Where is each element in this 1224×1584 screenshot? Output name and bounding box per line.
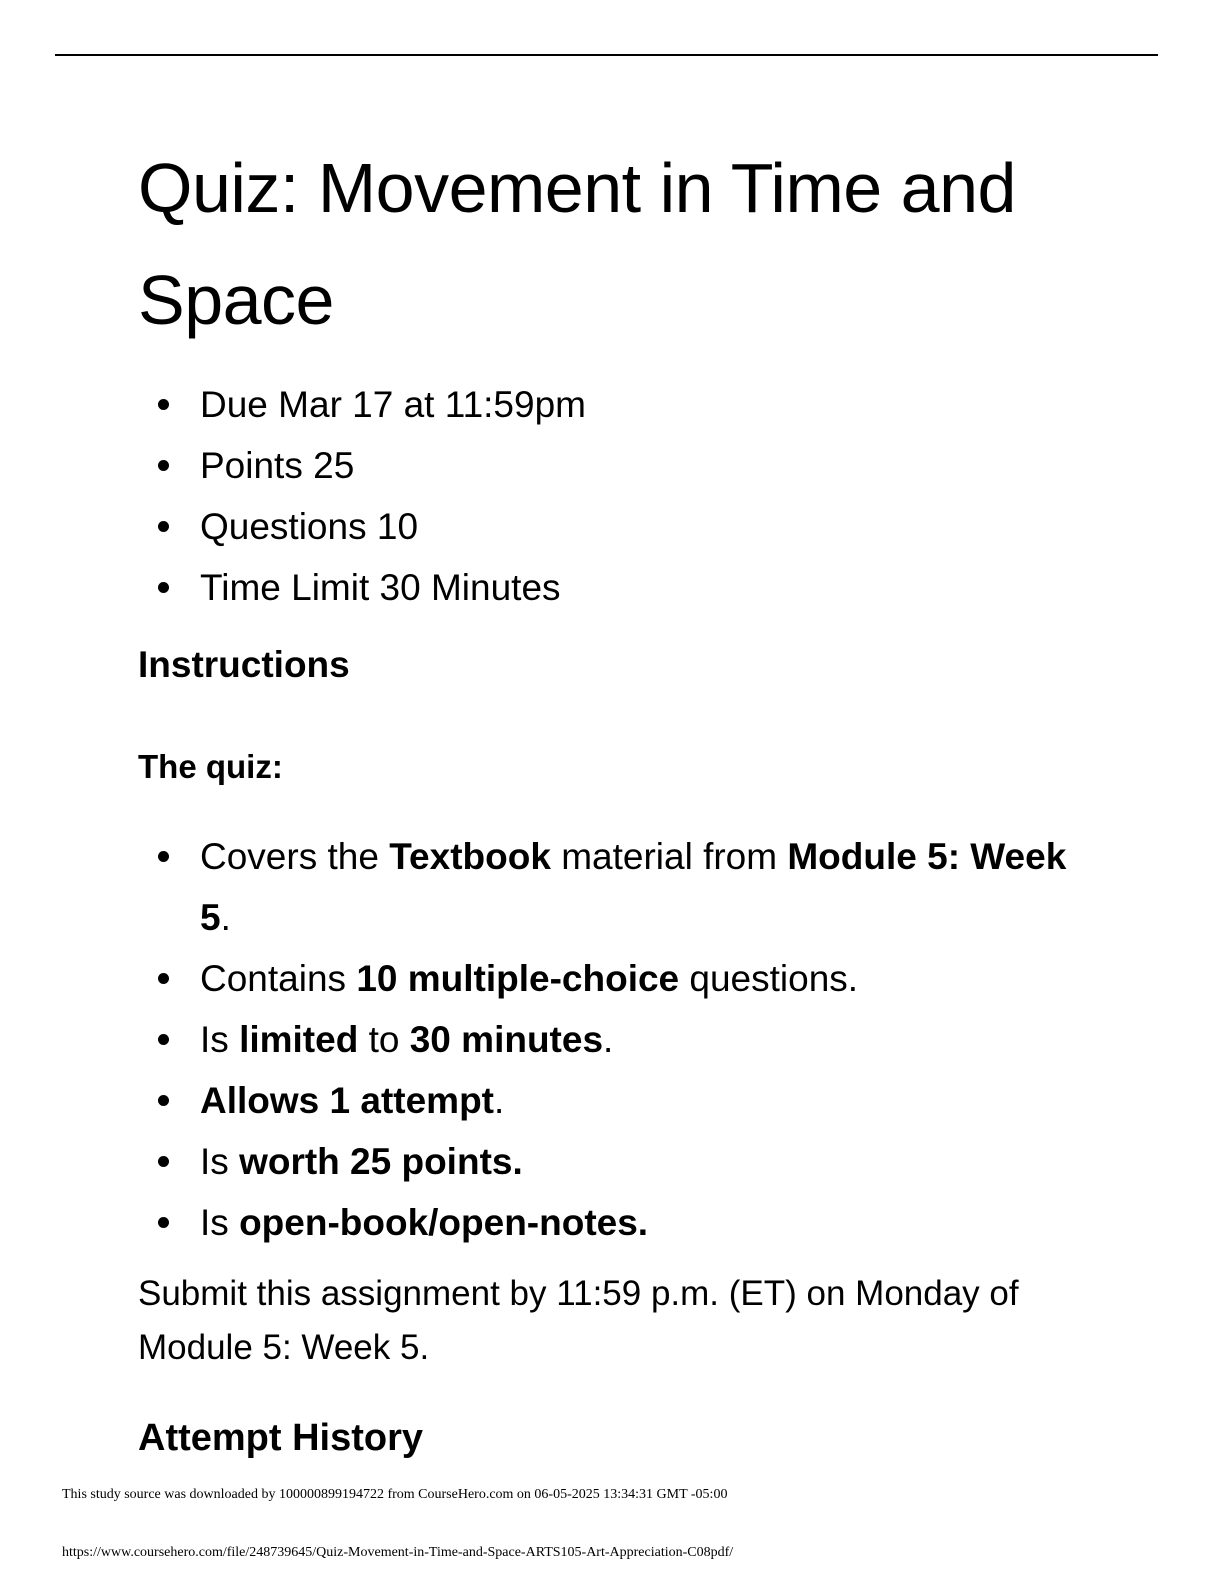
quiz-rule-item <box>138 948 1098 1009</box>
top-divider <box>55 54 1158 56</box>
quiz-rule-item <box>138 1192 1098 1253</box>
bullet-icon <box>158 1217 169 1228</box>
bullet-icon <box>158 1095 169 1106</box>
meta-value: 30 Minutes <box>379 567 561 608</box>
attempt-history-heading: Attempt History <box>138 1417 424 1459</box>
rule-text: Is <box>200 1202 240 1243</box>
bullet-icon <box>158 1156 169 1167</box>
emphasis-text: Textbook <box>389 836 551 877</box>
quiz-subheading: The quiz: <box>138 748 283 785</box>
source-url-link[interactable]: https://www.coursehero.com/file/248739645/Quiz-Movement-in-Time-and-Space-ARTS105-Art-Appreciation-C08pdf/ <box>62 1545 734 1560</box>
meta-item-points <box>138 435 1098 496</box>
rule-text: . <box>220 897 231 938</box>
bullet-icon <box>158 582 169 593</box>
quiz-rules-list <box>138 826 1098 1253</box>
meta-value: 10 <box>376 506 419 547</box>
quiz-meta-list <box>138 374 1098 618</box>
meta-value: Mar 17 at 11:59pm <box>278 384 586 425</box>
quiz-rule-item <box>138 1131 1098 1192</box>
meta-label: Time Limit <box>200 567 370 608</box>
rule-text: to <box>358 1019 410 1060</box>
bullet-icon <box>158 460 169 471</box>
meta-item-time-limit <box>138 557 1098 618</box>
meta-label: Points <box>200 445 303 486</box>
emphasis-text: Allows 1 attempt <box>200 1080 494 1121</box>
meta-label: Due <box>200 384 268 425</box>
rule-text: Contains <box>200 958 357 999</box>
emphasis-text: worth 25 points. <box>239 1141 523 1182</box>
emphasis-text: open-book/open-notes. <box>239 1202 649 1243</box>
bullet-icon <box>158 521 169 532</box>
instructions-heading: Instructions <box>138 644 350 685</box>
quiz-rule-item <box>138 826 1098 948</box>
submit-instructions: Submit this assignment by 11:59 p.m. (ET) on Monday of Module 5: Week 5. <box>138 1274 1019 1367</box>
rule-text: material from <box>550 836 788 877</box>
rule-text: . <box>603 1019 614 1060</box>
emphasis-text: 10 multiple-choice <box>356 958 680 999</box>
rule-text: Covers the <box>200 836 390 877</box>
emphasis-text: Module 5: Week 5 <box>200 836 1067 938</box>
meta-item-questions <box>138 496 1098 557</box>
meta-value: 25 <box>313 445 355 486</box>
emphasis-text: 30 minutes <box>409 1019 604 1060</box>
rule-text: . <box>494 1080 505 1121</box>
meta-label: Questions <box>200 506 367 547</box>
bullet-icon <box>158 399 169 410</box>
meta-item-due <box>138 374 1098 435</box>
page-title: Quiz: Movement in Time and Space <box>138 149 1016 339</box>
emphasis-text: limited <box>239 1019 359 1060</box>
rule-text: Is <box>200 1019 240 1060</box>
bullet-icon <box>158 851 169 862</box>
bullet-icon <box>158 973 169 984</box>
download-source-note: This study source was downloaded by 100000899194722 from CourseHero.com on 06-05-2025 13:34:31 GMT -05:00 <box>62 1487 728 1502</box>
bullet-icon <box>158 1034 169 1045</box>
quiz-rule-item <box>138 1009 1098 1070</box>
quiz-rule-item <box>138 1070 1098 1131</box>
rule-text: questions. <box>679 958 859 999</box>
quiz-content <box>138 132 1098 1465</box>
rule-text: Is <box>200 1141 240 1182</box>
